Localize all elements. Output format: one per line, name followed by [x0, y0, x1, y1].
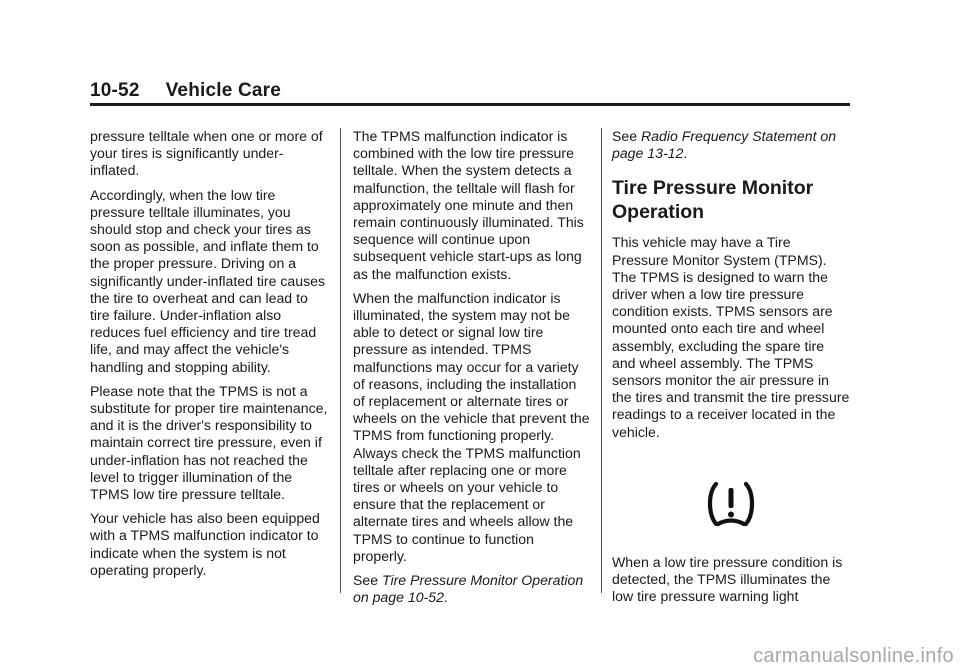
- col1-paragraph-2: Accordingly, when the low tire pressure telltale illuminates, you should stop and check your tires as soon as possible, and inflate them to the proper pressure. Driving on a significantly under-inflated tire causes the tire to overheat and can lead to tire failure. Under-inflation also reduces fuel efficiency and tire tread life, and may affect the vehicle's handling and stopping ability.: [90, 186, 326, 375]
- low-tire-pressure-warning-icon: [705, 480, 757, 530]
- col1-paragraph-1: pressure telltale when one or more of your tires is significantly under-inflated.: [90, 128, 323, 179]
- col3-see-reference: [612, 128, 850, 162]
- column-3: [612, 128, 850, 613]
- col2-paragraph-1: The TPMS malfunction indicator is combined with the low tire pressure telltale. When the system detects a malfunction, the telltale will flash for approximately one minute and then remain continuously illuminated. This sequence will continue upon subsequent vehicle start-ups as long as the malfunction exists.: [353, 128, 584, 282]
- column-1: [90, 128, 328, 586]
- column-divider-2: [601, 128, 602, 593]
- col2-paragraph-2: When the malfunction indicator is illuminated, the system may not be able to detect or signal low tire pressure as intended. TPMS malfunctions may occur for a variety of reasons, including the installation of replacement or alternate tires or wheels on the vehicle that prevent the TPMS from functioning properly. Always check the TPMS malfunction telltale after replacing one or more tires or wheels on your vehicle to ensure that the replacement or alternate tires and wheels allow the TPMS to continue to function properly.: [353, 289, 590, 564]
- header-rule: [90, 103, 850, 106]
- see-suffix: .: [443, 589, 448, 606]
- watermark: carmanualsonline.info: [753, 645, 954, 667]
- col2-see-reference: [353, 572, 591, 606]
- section-title: Vehicle Care: [165, 80, 282, 101]
- page-number: 10-52: [90, 80, 140, 101]
- col3-paragraph-2: When a low tire pressure condition is detected, the TPMS illuminates the low tire pressure warning light: [612, 554, 843, 605]
- col1-paragraph-3: Please note that the TPMS is not a substitute for proper tire maintenance, and it is the driver's responsibility to maintain correct tire pressure, even if under-inflation has not reached the level to trigger illumination of the TPMS low tire pressure telltale.: [90, 382, 328, 503]
- cross-reference-link[interactable]: Tire Pressure Monitor Operation on page 10-52: [353, 572, 584, 606]
- page-header: [90, 80, 850, 102]
- see-suffix: .: [683, 145, 688, 162]
- col1-paragraph-4: Your vehicle has also been equipped with a TPMS malfunction indicator to indicate when the system is not operating properly.: [90, 510, 320, 578]
- column-2: [353, 128, 591, 613]
- col3-paragraph-1: This vehicle may have a Tire Pressure Monitor System (TPMS). The TPMS is designed to warn the driver when a low tire pressure condition exists. TPMS sensors are mounted onto each tire and wheel assembly, excluding the spare tire and wheel assembly. The TPMS sensors monitor the air pressure in the tires and transmit the tire pressure readings to a receiver located in the vehicle.: [612, 234, 850, 440]
- cross-reference-link[interactable]: Radio Frequency Statement on page 13-12: [612, 128, 837, 162]
- see-prefix: See: [353, 572, 382, 589]
- icon-container: [612, 448, 850, 554]
- section-heading: Tire Pressure Monitor Operation: [612, 177, 814, 224]
- column-divider-1: [340, 128, 341, 593]
- see-prefix: See: [612, 128, 641, 144]
